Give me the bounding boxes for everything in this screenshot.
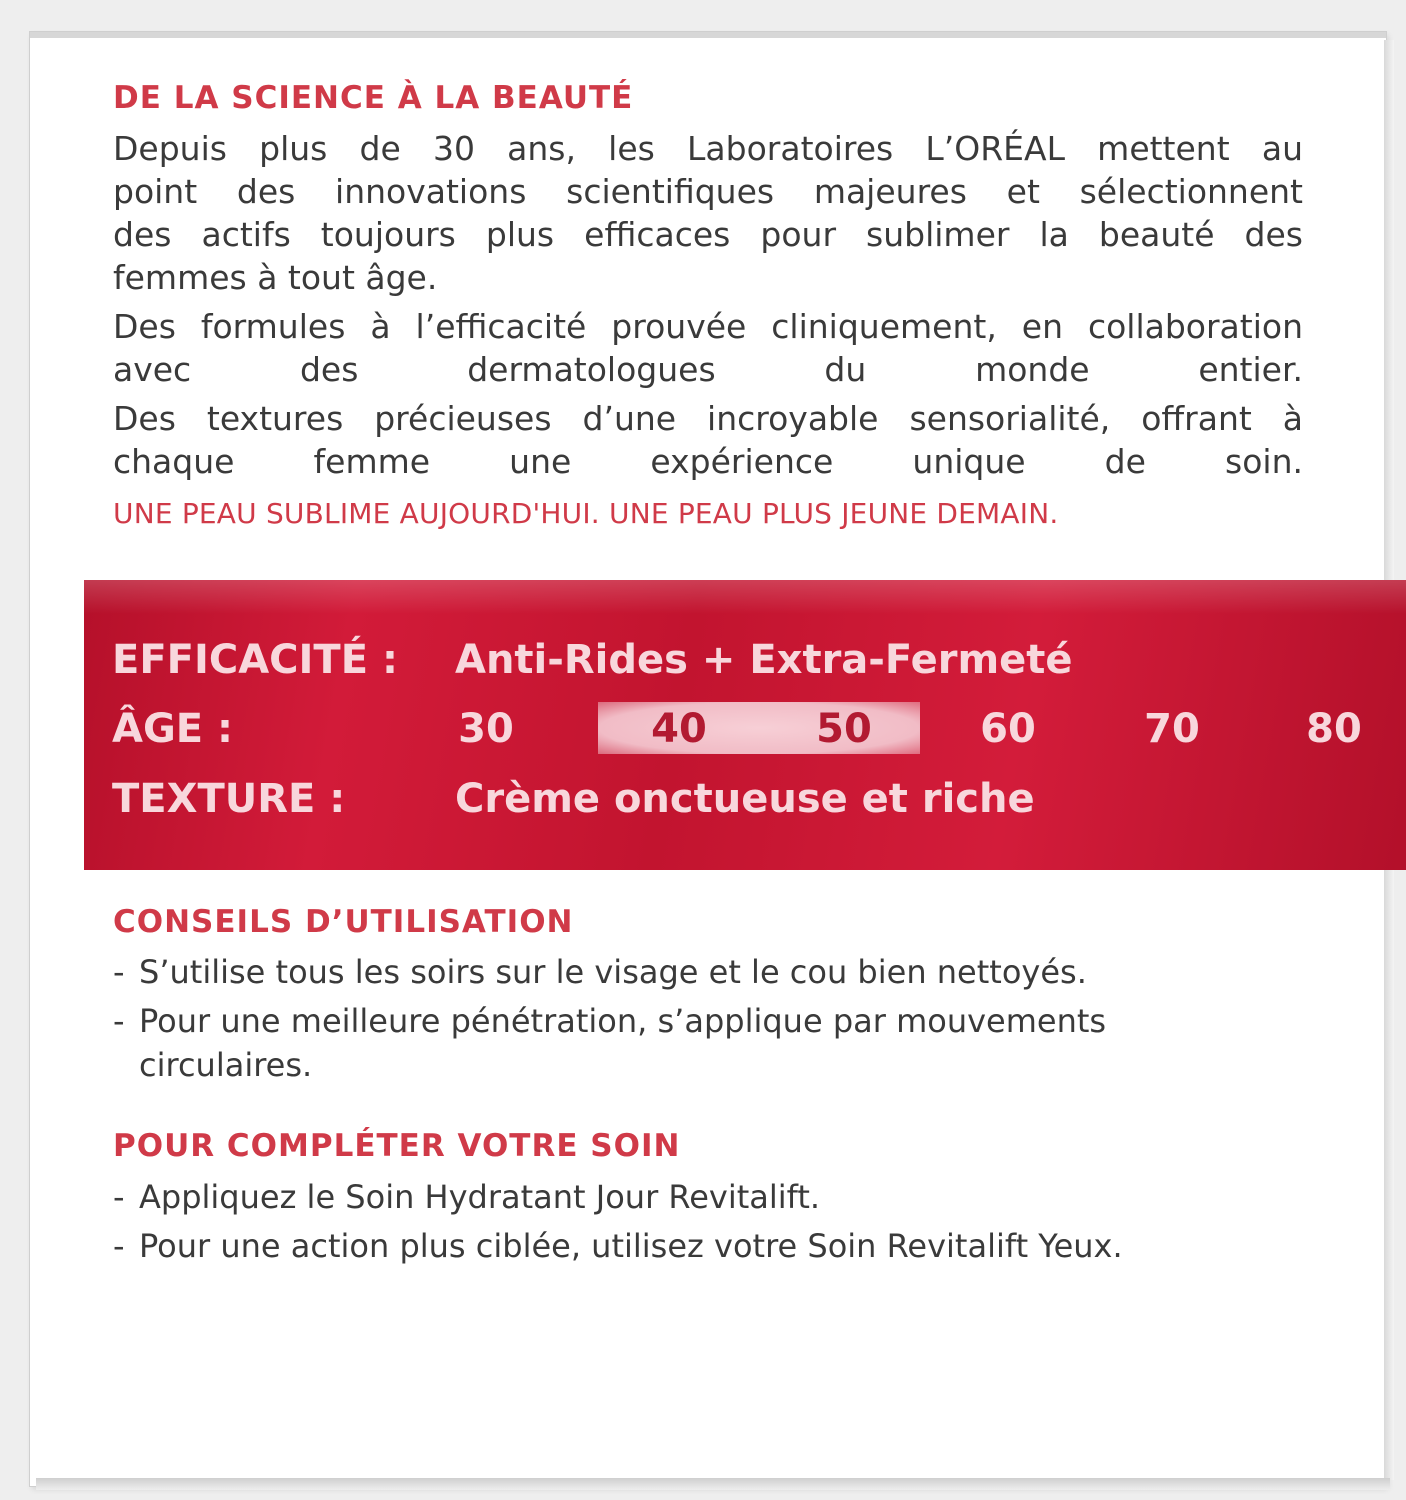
intro-line: femmes à tout âge. <box>113 258 438 297</box>
usage-item-text: Pour une meilleure pénétration, s’applique par mouvements <box>139 1002 1107 1040</box>
texture-label: TEXTURE : <box>112 776 346 822</box>
age-40: 40 <box>651 706 707 752</box>
efficacy-label: EFFICACITÉ : <box>112 637 398 683</box>
age-70: 70 <box>1144 706 1200 752</box>
intro-paragraph-2 <box>113 305 1303 391</box>
age-label: ÂGE : <box>112 706 234 752</box>
intro-paragraph-3 <box>113 397 1303 483</box>
product-info-band <box>84 580 1406 870</box>
intro-line: Depuis plus de 30 ans, les Laboratoires L’ORÉAL mettent au <box>113 129 1303 168</box>
intro-line: avec des dermatologues du monde entier. <box>113 350 1303 389</box>
usage-item-2: - Pour une meilleure pénétration, s’applique par mouvements circulaires. <box>113 999 1313 1087</box>
intro-line: point des innovations scientifiques majeures et sélectionnent <box>113 172 1303 211</box>
tagline: UNE PEAU SUBLIME AUJOURD'HUI. UNE PEAU PLUS JEUNE DEMAIN. <box>113 497 1059 530</box>
complete-item-text: Pour une action plus ciblée, utilisez votre Soin Revitalift Yeux. <box>139 1227 1123 1265</box>
age-60: 60 <box>980 706 1036 752</box>
usage-heading: CONSEILS D’UTILISATION <box>113 904 574 940</box>
complete-item-1: - Appliquez le Soin Hydratant Jour Revitalift. <box>113 1178 821 1216</box>
intro-line: Des textures précieuses d’une incroyable sensorialité, offrant à <box>113 399 1303 438</box>
complete-item-text: Appliquez le Soin Hydratant Jour Revitalift. <box>139 1178 821 1216</box>
age-30: 30 <box>458 706 514 752</box>
efficacy-value: Anti-Rides + Extra-Fermeté <box>455 637 1073 683</box>
usage-item-1: - S’utilise tous les soirs sur le visage et le cou bien nettoyés. <box>113 953 1087 991</box>
age-50: 50 <box>816 706 872 752</box>
intro-line: Des formules à l’efficacité prouvée cliniquement, en collaboration <box>113 307 1303 346</box>
box-shadow <box>36 1478 1390 1490</box>
usage-item-text: circulaires. <box>139 1046 313 1084</box>
intro-line: chaque femme une expérience unique de soin. <box>113 442 1303 481</box>
texture-value: Crème onctueuse et riche <box>455 776 1035 822</box>
usage-item-text: S’utilise tous les soirs sur le visage et le cou bien nettoyés. <box>139 953 1087 991</box>
complete-item-2: - Pour une action plus ciblée, utilisez votre Soin Revitalift Yeux. <box>113 1227 1123 1265</box>
complete-heading: POUR COMPLÉTER VOTRE SOIN <box>113 1128 681 1164</box>
age-80: 80 <box>1306 706 1362 752</box>
intro-heading: DE LA SCIENCE À LA BEAUTÉ <box>113 80 634 116</box>
intro-line: des actifs toujours plus efficaces pour sublimer la beauté des <box>113 215 1303 254</box>
age-row <box>112 706 1402 756</box>
intro-paragraph-1 <box>113 127 1303 299</box>
